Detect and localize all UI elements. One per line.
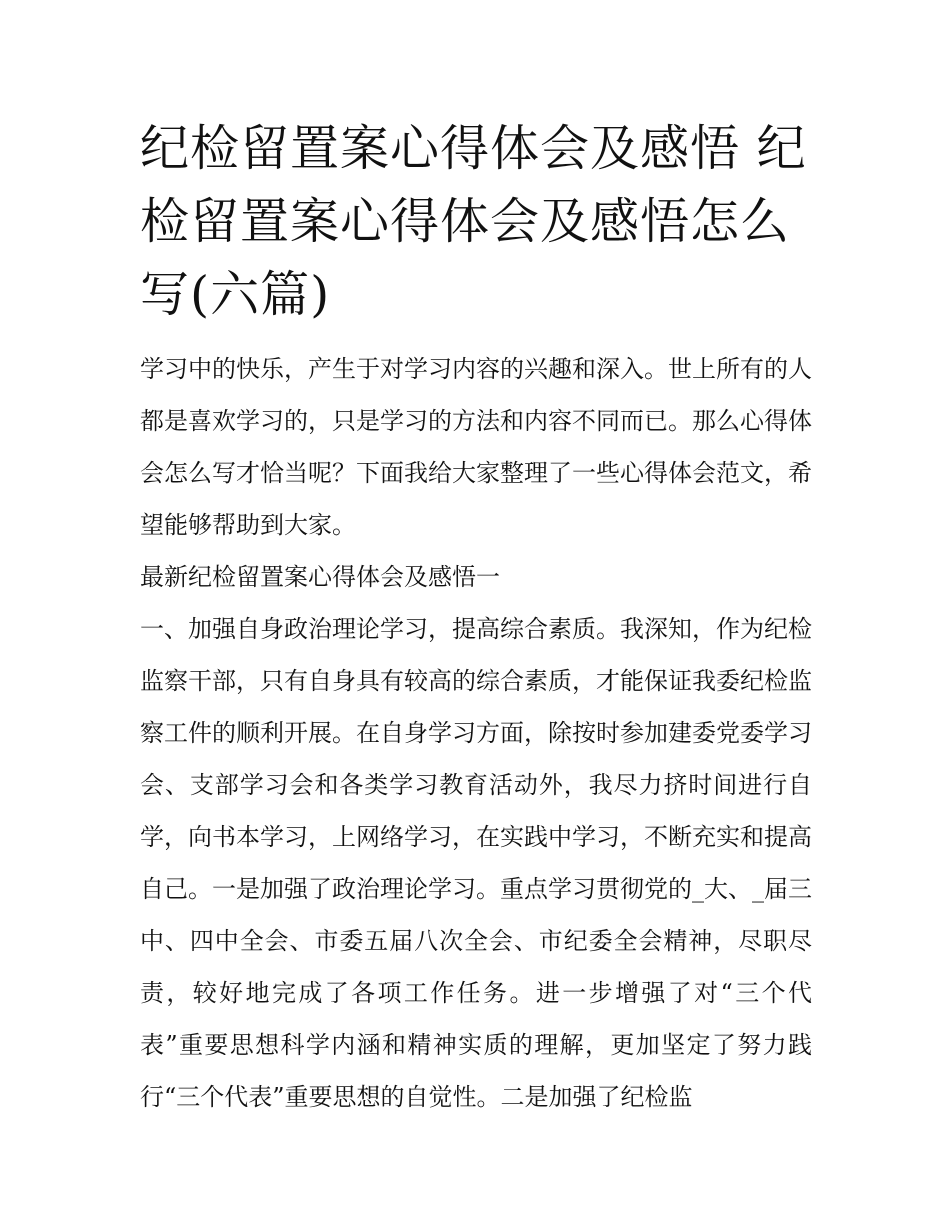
intro-paragraph: 学习中的快乐，产生于对学习内容的兴趣和深入。世上所有的人都是喜欢学习的，只是学习的方法和内容不同而已。那么心得体会怎么写才恰当呢？下面我给大家整理了一些心得体会范文，希望能够帮助到大家。 [140, 355, 812, 539]
document-page [140, 112, 812, 1123]
document-title: 纪检留置案心得体会及感悟 纪检留置案心得体会及感悟怎么写(六篇) [140, 120, 807, 323]
body-paragraph: 一、加强自身政治理论学习，提高综合素质。我深知，作为纪检监察干部，只有自身具有较高的综合素质，才能保证我委纪检监察工件的顺利开展。在自身学习方面，除按时参加建委党委学习会、支部学习会和各类学习教育活动外，我尽力挤时间进行自学，向书本学习，上网络学习，在实践中学习，不断充实和提高自己。一是加强了政治理论学习。重点学习贯彻党的_大、_届三中、四中全会、市委五届八次全会、市纪委全会精神，尽职尽责，较好地完成了各项工作任务。进一步增强了对“三个代表”重要思想科学内涵和精神实质的理解，更加坚定了努力践行“三个代表”重要思想的自觉性。二是加强了纪检监 [140, 615, 812, 1111]
section-heading: 最新纪检留置案心得体会及感悟一 [140, 563, 500, 591]
